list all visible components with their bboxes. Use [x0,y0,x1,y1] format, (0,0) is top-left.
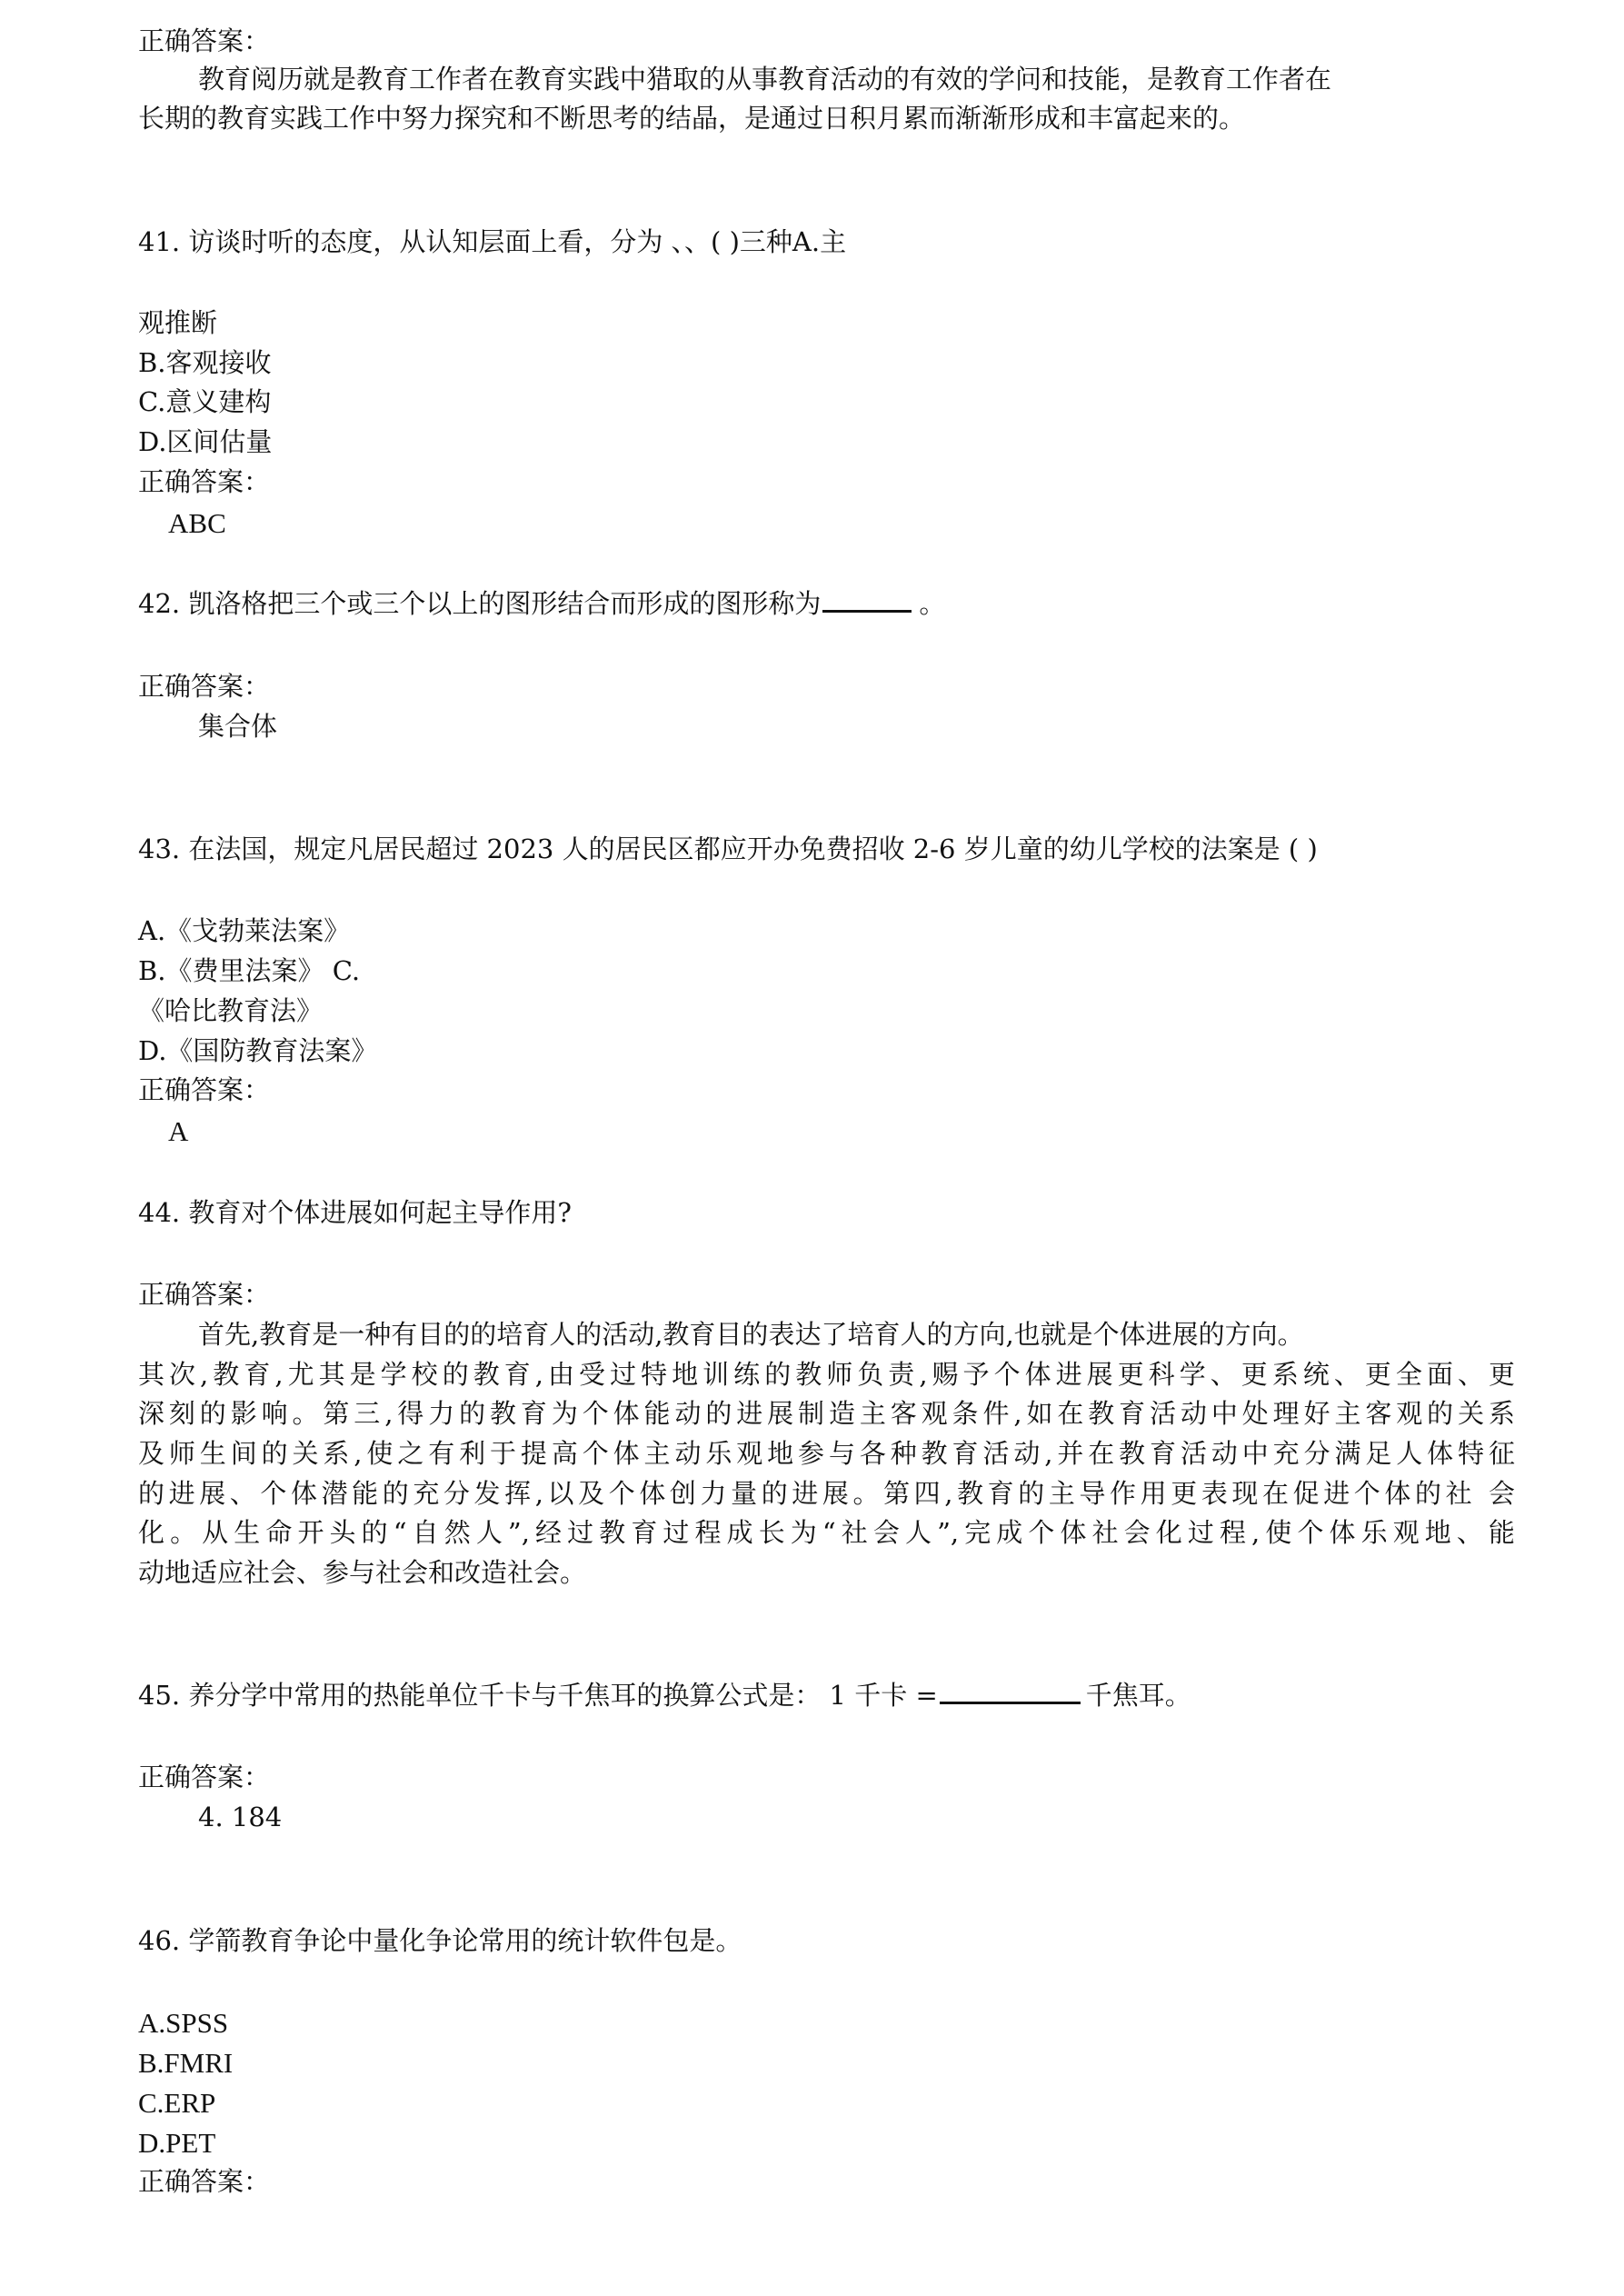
fill-blank [822,606,912,613]
question-42-stem [138,588,946,619]
question-45-answer: 4. 184 [198,1802,283,1832]
question-41-stem: 41. 访谈时听的态度，从认知层面上看，分为 、、( )三种A.主 [138,226,847,257]
answer-label: 正确答案： [138,1074,271,1105]
question-43-answer: A [168,1115,189,1147]
answer-label: 正确答案： [138,25,271,56]
question-43-option-c-continued: 《哈比教育法》 [138,995,324,1026]
question-43-option-d: D.《国防教育法案》 [138,1035,378,1066]
answer-text-line: 长期的教育实践工作中努力探究和不断思考的结晶，是通过日积月累而渐渐形成和丰富起来的。 [138,103,1246,134]
answer-text-line: 教育阅历就是教育工作者在教育实践中猎取的从事教育活动的有效的学问和技能，是教育工作者在 [198,64,1332,95]
question-44-answer-line: 的进展、个体潜能的充分发挥,以及个体创力量的进展。第四,教育的主导作用更表现在促进个体的社 会 [138,1478,1515,1509]
question-44-answer-line: 其次,教育,尤其是学校的教育,由受过特地训练的教师负责,赐予个体进展更科学、更系统、更全面、更 [138,1359,1515,1390]
question-45-stem-after: 千焦耳。 [1085,1680,1191,1711]
question-43-option-a: A.《戈勃莱法案》 [138,915,351,946]
answer-label: 正确答案： [138,2166,271,2197]
fill-blank [940,1698,1081,1704]
question-41-option-d: D.区间估量 [138,426,273,457]
question-42-stem-after: 。 [919,588,946,619]
question-44-stem: 44. 教育对个体进展如何起主导作用? [138,1197,572,1228]
question-44-answer-line: 首先,教育是一种有目的的培育人的活动,教育目的表达了培育人的方向,也就是个体进展的方向。 [198,1319,1304,1350]
question-44-answer-line: 深刻的影响。第三,得力的教育为个体能动的进展制造主客观条件,如在教育活动中处理好主客观的关系 [138,1398,1515,1429]
answer-label: 正确答案： [138,466,271,497]
question-43-stem: 43. 在法国，规定凡居民超过 2023 人的居民区都应开办免费招收 2-6 岁儿童的幼儿学校的法案是 ( ) [138,834,1318,864]
question-46-option-b: B.FMRI [138,2047,234,2079]
answer-label: 正确答案： [138,1762,271,1792]
question-44-answer-line: 化。从生命开头的“自然人”,经过教育过程成长为“社会人”,完成个体社会化过程,使个体乐观地、能 [138,1517,1515,1548]
question-46-stem: 46. 学箭教育争论中量化争论常用的统计软件包是。 [138,1925,742,1956]
question-46-option-c: C.ERP [138,2087,216,2119]
question-41-option-a-continued: 观推断 [138,307,218,338]
question-41-option-b: B.客观接收 [138,347,272,378]
question-45-stem-before: 45. 养分学中常用的热能单位千卡与千焦耳的换算公式是： 1 千卡 = [138,1680,938,1711]
question-41-answer: ABC [168,507,226,539]
answer-label: 正确答案： [138,1279,271,1310]
question-45-stem [138,1682,1191,1709]
question-42-answer: 集合体 [198,711,278,742]
question-43-option-b: B.《费里法案》 C. [138,955,361,986]
question-41-option-c: C.意义建构 [138,386,272,417]
question-44-answer-line: 及师生间的关系,使之有利于提高个体主动乐观地参与各种教育活动,并在教育活动中充分满足人体特征 [138,1438,1515,1469]
question-42-stem-before: 42. 凯洛格把三个或三个以上的图形结合而形成的图形称为 [138,588,822,619]
question-46-option-d: D.PET [138,2127,216,2159]
question-46-option-a: A.SPSS [138,2007,229,2039]
answer-label: 正确答案： [138,671,271,702]
question-44-answer-line: 动地适应社会、参与社会和改造社会。 [138,1557,587,1588]
